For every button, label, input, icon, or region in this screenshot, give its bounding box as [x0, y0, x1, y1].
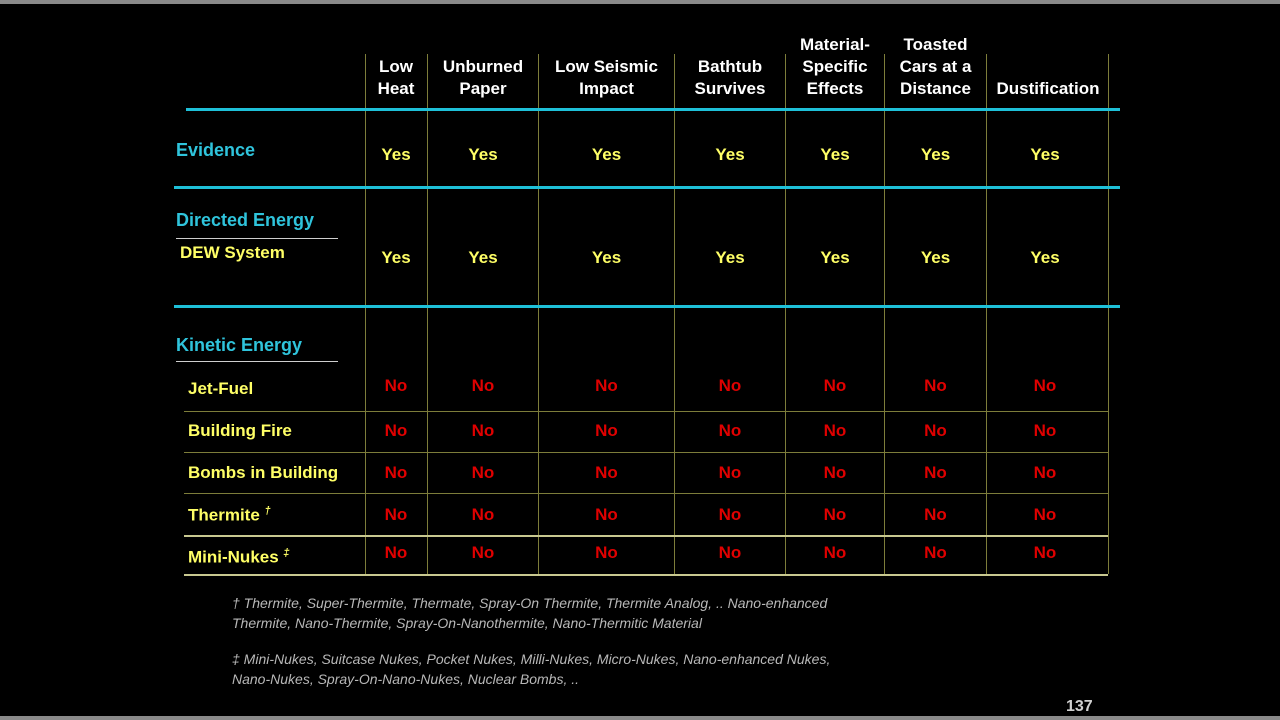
cell-dew-material: Yes — [820, 248, 850, 267]
column-divider — [785, 54, 786, 574]
cell-building-fire-dustification: No — [1033, 421, 1057, 440]
page-number: 137 — [1066, 698, 1093, 715]
row-divider — [184, 411, 1108, 412]
cell-evidence-low-seismic: Yes — [591, 145, 622, 164]
section-rule — [174, 186, 1120, 189]
footnote-thermite-line2: Thermite, Nano-Thermite, Spray-On-Nanothermite, Nano-Thermitic Material — [232, 615, 702, 631]
cell-building-fire-bathtub: No — [718, 421, 742, 440]
top-frame-bar — [0, 0, 1280, 4]
cell-bombs-low-seismic: No — [595, 463, 618, 482]
table-bottom-rule — [184, 574, 1108, 576]
cell-mini-nukes-bathtub: No — [718, 543, 742, 562]
bottom-frame-bar — [0, 716, 1280, 720]
cell-thermite-bathtub: No — [718, 505, 742, 524]
column-divider — [365, 54, 366, 574]
thermite-label-text: Thermite — [188, 505, 260, 525]
cell-jet-fuel-bathtub: No — [718, 376, 742, 395]
cell-bombs-unburned-paper: No — [471, 463, 495, 482]
footnote-nukes — [232, 649, 952, 689]
cell-dew-dustification: Yes — [1030, 248, 1060, 267]
column-divider — [538, 54, 539, 574]
column-header-low-heat: Low Heat — [377, 57, 415, 98]
cell-bombs-dustification: No — [1033, 463, 1057, 482]
column-divider — [1108, 54, 1109, 574]
cell-building-fire-toasted-cars: No — [924, 421, 947, 440]
cell-dew-low-seismic: Yes — [591, 248, 622, 267]
section-underline — [176, 361, 338, 362]
cell-thermite-unburned-paper: No — [471, 505, 495, 524]
cell-evidence-toasted-cars: Yes — [920, 145, 951, 164]
column-header-dustification: Dustification — [996, 79, 1100, 98]
row-label-thermite — [188, 505, 271, 526]
cell-jet-fuel-unburned-paper: No — [471, 376, 495, 395]
row-label-dew-system: DEW System — [180, 243, 285, 262]
cell-dew-unburned-paper: Yes — [468, 248, 498, 267]
row-label-building-fire: Building Fire — [188, 421, 292, 440]
cell-evidence-dustification: Yes — [1030, 145, 1060, 164]
row-label-kinetic-energy: Kinetic Energy — [176, 335, 303, 355]
column-header-bathtub-survives: Bathtub Survives — [694, 57, 766, 98]
cell-building-fire-material: No — [823, 421, 847, 440]
cell-thermite-low-heat: No — [384, 505, 408, 524]
cell-bombs-low-heat: No — [384, 463, 408, 482]
cell-thermite-toasted-cars: No — [924, 505, 947, 524]
cell-mini-nukes-low-seismic: No — [595, 543, 618, 562]
cell-mini-nukes-dustification: No — [1033, 543, 1057, 562]
column-divider — [884, 54, 885, 574]
column-divider — [427, 54, 428, 574]
column-header-unburned-paper: Unburned Paper — [442, 57, 524, 98]
cell-evidence-material: Yes — [820, 145, 850, 164]
cell-bombs-bathtub: No — [718, 463, 742, 482]
row-label-jet-fuel: Jet-Fuel — [188, 379, 254, 398]
cell-mini-nukes-material: No — [823, 543, 847, 562]
column-header-low-seismic-impact: Low Seismic Impact — [555, 57, 658, 98]
row-label-evidence: Evidence — [176, 140, 256, 160]
cell-building-fire-unburned-paper: No — [471, 421, 495, 440]
footnote-nukes-line1: ‡ Mini-Nukes, Suitcase Nukes, Pocket Nukes, Milli-Nukes, Micro-Nukes, Nano-enhanced Nukes, — [232, 651, 831, 667]
cell-bombs-toasted-cars: No — [924, 463, 947, 482]
dagger-symbol: † — [264, 505, 271, 517]
footnote-nukes-line2: Nano-Nukes, Spray-On-Nano-Nukes, Nuclear Bombs, .. — [232, 671, 580, 687]
cell-mini-nukes-toasted-cars: No — [924, 543, 947, 562]
cell-thermite-dustification: No — [1033, 505, 1057, 524]
cell-jet-fuel-toasted-cars: No — [924, 376, 947, 395]
cell-mini-nukes-unburned-paper: No — [471, 543, 495, 562]
cell-evidence-unburned-paper: Yes — [468, 145, 498, 164]
cell-thermite-low-seismic: No — [595, 505, 618, 524]
cell-dew-toasted-cars: Yes — [920, 248, 951, 267]
cell-jet-fuel-low-heat: No — [384, 376, 408, 395]
cell-jet-fuel-low-seismic: No — [595, 376, 618, 395]
cell-jet-fuel-material: No — [823, 376, 847, 395]
column-header-toasted-cars: Toasted Cars at a Distance — [899, 35, 972, 98]
cell-evidence-low-heat: Yes — [381, 145, 411, 164]
column-divider — [674, 54, 675, 574]
cell-jet-fuel-dustification: No — [1033, 376, 1057, 395]
cell-evidence-bathtub: Yes — [715, 145, 745, 164]
double-dagger-symbol: ‡ — [283, 547, 290, 559]
cell-thermite-material: No — [823, 505, 847, 524]
row-label-directed-energy: Directed Energy — [176, 210, 315, 230]
cell-dew-bathtub: Yes — [715, 248, 745, 267]
cell-building-fire-low-seismic: No — [595, 421, 618, 440]
row-divider — [184, 535, 1108, 537]
row-label-mini-nukes — [188, 547, 290, 568]
column-header-material-specific-effects: Material- Specific Effects — [800, 35, 870, 98]
section-rule — [174, 305, 1120, 308]
header-rule — [186, 108, 1120, 111]
row-divider — [184, 452, 1108, 453]
cell-building-fire-low-heat: No — [384, 421, 408, 440]
section-underline — [176, 238, 338, 239]
footnote-thermite — [232, 593, 952, 633]
row-divider — [184, 493, 1108, 494]
cell-mini-nukes-low-heat: No — [384, 543, 408, 562]
cell-dew-low-heat: Yes — [381, 248, 411, 267]
footnote-thermite-line1: † Thermite, Super-Thermite, Thermate, Spray-On Thermite, Thermite Analog, .. Nano-enhanced — [232, 595, 828, 611]
column-divider — [986, 54, 987, 574]
row-label-bombs-in-building: Bombs in Building — [188, 463, 339, 482]
mini-nukes-label-text: Mini-Nukes — [188, 547, 279, 567]
cell-bombs-material: No — [823, 463, 847, 482]
